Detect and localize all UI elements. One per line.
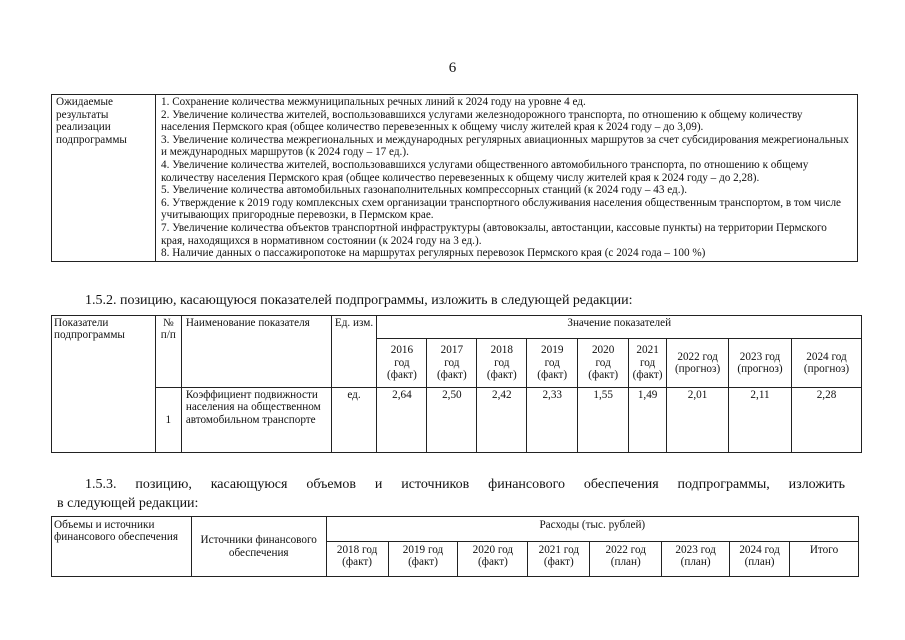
finance-year-header: 2024 год (план) (730, 542, 790, 577)
finance-label: Объемы и источники финансового обеспечения (52, 517, 192, 577)
table-row (52, 388, 862, 453)
results-content (156, 95, 858, 262)
year-header: 2016 год (факт) (377, 339, 427, 388)
year-header: 2023 год (прогноз) (729, 339, 792, 388)
finance-year-header: 2020 год (факт) (458, 542, 528, 577)
paragraph-1-5-3: 1.5.3. позицию, касающуюся объемов и источников финансового обеспечения подпрограммы, изложить (85, 477, 845, 492)
result-item: 1. Сохранение количества межмуниципальных речных линий к 2024 году на уровне 4 ед. (161, 96, 586, 108)
year-header: 2019 год (факт) (527, 339, 578, 388)
indicator-value: 2,28 (791, 388, 861, 453)
finance-total-header: Итого (790, 542, 859, 577)
year-header: 2022 год (прогноз) (667, 339, 729, 388)
paragraph-1-5-3-continued: в следующей редакции: (57, 496, 199, 511)
header-name: Наименование показателя (181, 316, 331, 388)
indicator-value: 2,11 (729, 388, 792, 453)
indicator-value: 2,42 (477, 388, 527, 453)
table-row (52, 95, 858, 262)
result-item: 6. Утверждение к 2019 году комплексных схем организации транспортного обслуживания населения общественным транспортом, в том числе учитывающих пригородные перевозки, в Пермском крае. (161, 196, 842, 222)
result-item: 8. Наличие данных о пассажиропотоке на маршрутах регулярных перевозок Пермского края (с 2024 года – 100 %) (161, 247, 706, 260)
indicator-value: 1,49 (629, 388, 667, 453)
finance-table (51, 516, 859, 577)
finance-sources-header: Источники финансового обеспечения (191, 517, 326, 577)
finance-year-header: 2018 год (факт) (326, 542, 388, 577)
header-values: Значение показателей (377, 316, 862, 339)
result-item: 4. Увеличение количества жителей, воспользовавшихся услугами общественного автомобильного транспорта, по отношению к общему количеству населения Пермского края (общее количество перевезенных к общему числу жителей края к 2024 году – до 2,28). (161, 158, 809, 184)
indicator-value: 2,50 (427, 388, 477, 453)
year-header: 2017 год (факт) (427, 339, 477, 388)
indicator-value: 1,55 (578, 388, 629, 453)
results-table (51, 94, 858, 262)
finance-year-header: 2019 год (факт) (388, 542, 458, 577)
indicator-name: Коэффициент подвижности населения на общественном автомобильном транспорте (181, 388, 331, 453)
indicator-value: 2,01 (667, 388, 729, 453)
header-unit: Ед. изм. (331, 316, 377, 388)
table-header-row (52, 517, 859, 542)
page-number: 6 (448, 60, 457, 76)
result-item: 2. Увеличение количества жителей, воспользовавшихся услугами железнодорожного транспорта, по отношению к общему количеству населения Пермского края (общее количество перевезенных к общему числу жителей края к 2024 году – до 3,09). (161, 108, 803, 134)
results-label: Ожидаемые результаты реализации подпрограммы (52, 95, 156, 262)
finance-year-header: 2021 год (факт) (528, 542, 590, 577)
paragraph-1-5-2: 1.5.2. позицию, касающуюся показателей подпрограммы, изложить в следующей редакции: (85, 293, 633, 308)
indicator-value: 2,64 (377, 388, 427, 453)
finance-year-header: 2023 год (план) (662, 542, 730, 577)
header-number: № п/п (155, 316, 181, 388)
year-header: 2018 год (факт) (477, 339, 527, 388)
indicators-table (51, 315, 862, 453)
result-item: 7. Увеличение количества объектов транспортной инфраструктуры (автовокзалы, автостанции, кассовые пункты) на территории Пермского края, находящихся в нормативном состоянии (к 2024 году на 3 ед.). (161, 221, 827, 247)
year-header: 2020 год (факт) (578, 339, 629, 388)
table-header-row (52, 316, 862, 339)
row-number: 1 (155, 388, 181, 453)
result-item: 5. Увеличение количества автомобильных газонаполнительных компрессорных станций (к 2024 году – 43 ед.). (161, 184, 688, 197)
year-header: 2024 год (прогноз) (791, 339, 861, 388)
year-header: 2021 год (факт) (629, 339, 667, 388)
finance-year-header: 2022 год (план) (590, 542, 662, 577)
result-item: 3. Увеличение количества межрегиональных и международных регулярных авиационных маршрутов за счет субсидирования межрегиональных и международных маршрутов (к 2024 году – 17 ед.). (161, 133, 849, 159)
finance-expenses-header: Расходы (тыс. рублей) (326, 517, 858, 542)
indicator-unit: ед. (331, 388, 377, 453)
header-indicators: Показатели подпрограммы (52, 316, 156, 453)
indicator-value: 2,33 (527, 388, 578, 453)
